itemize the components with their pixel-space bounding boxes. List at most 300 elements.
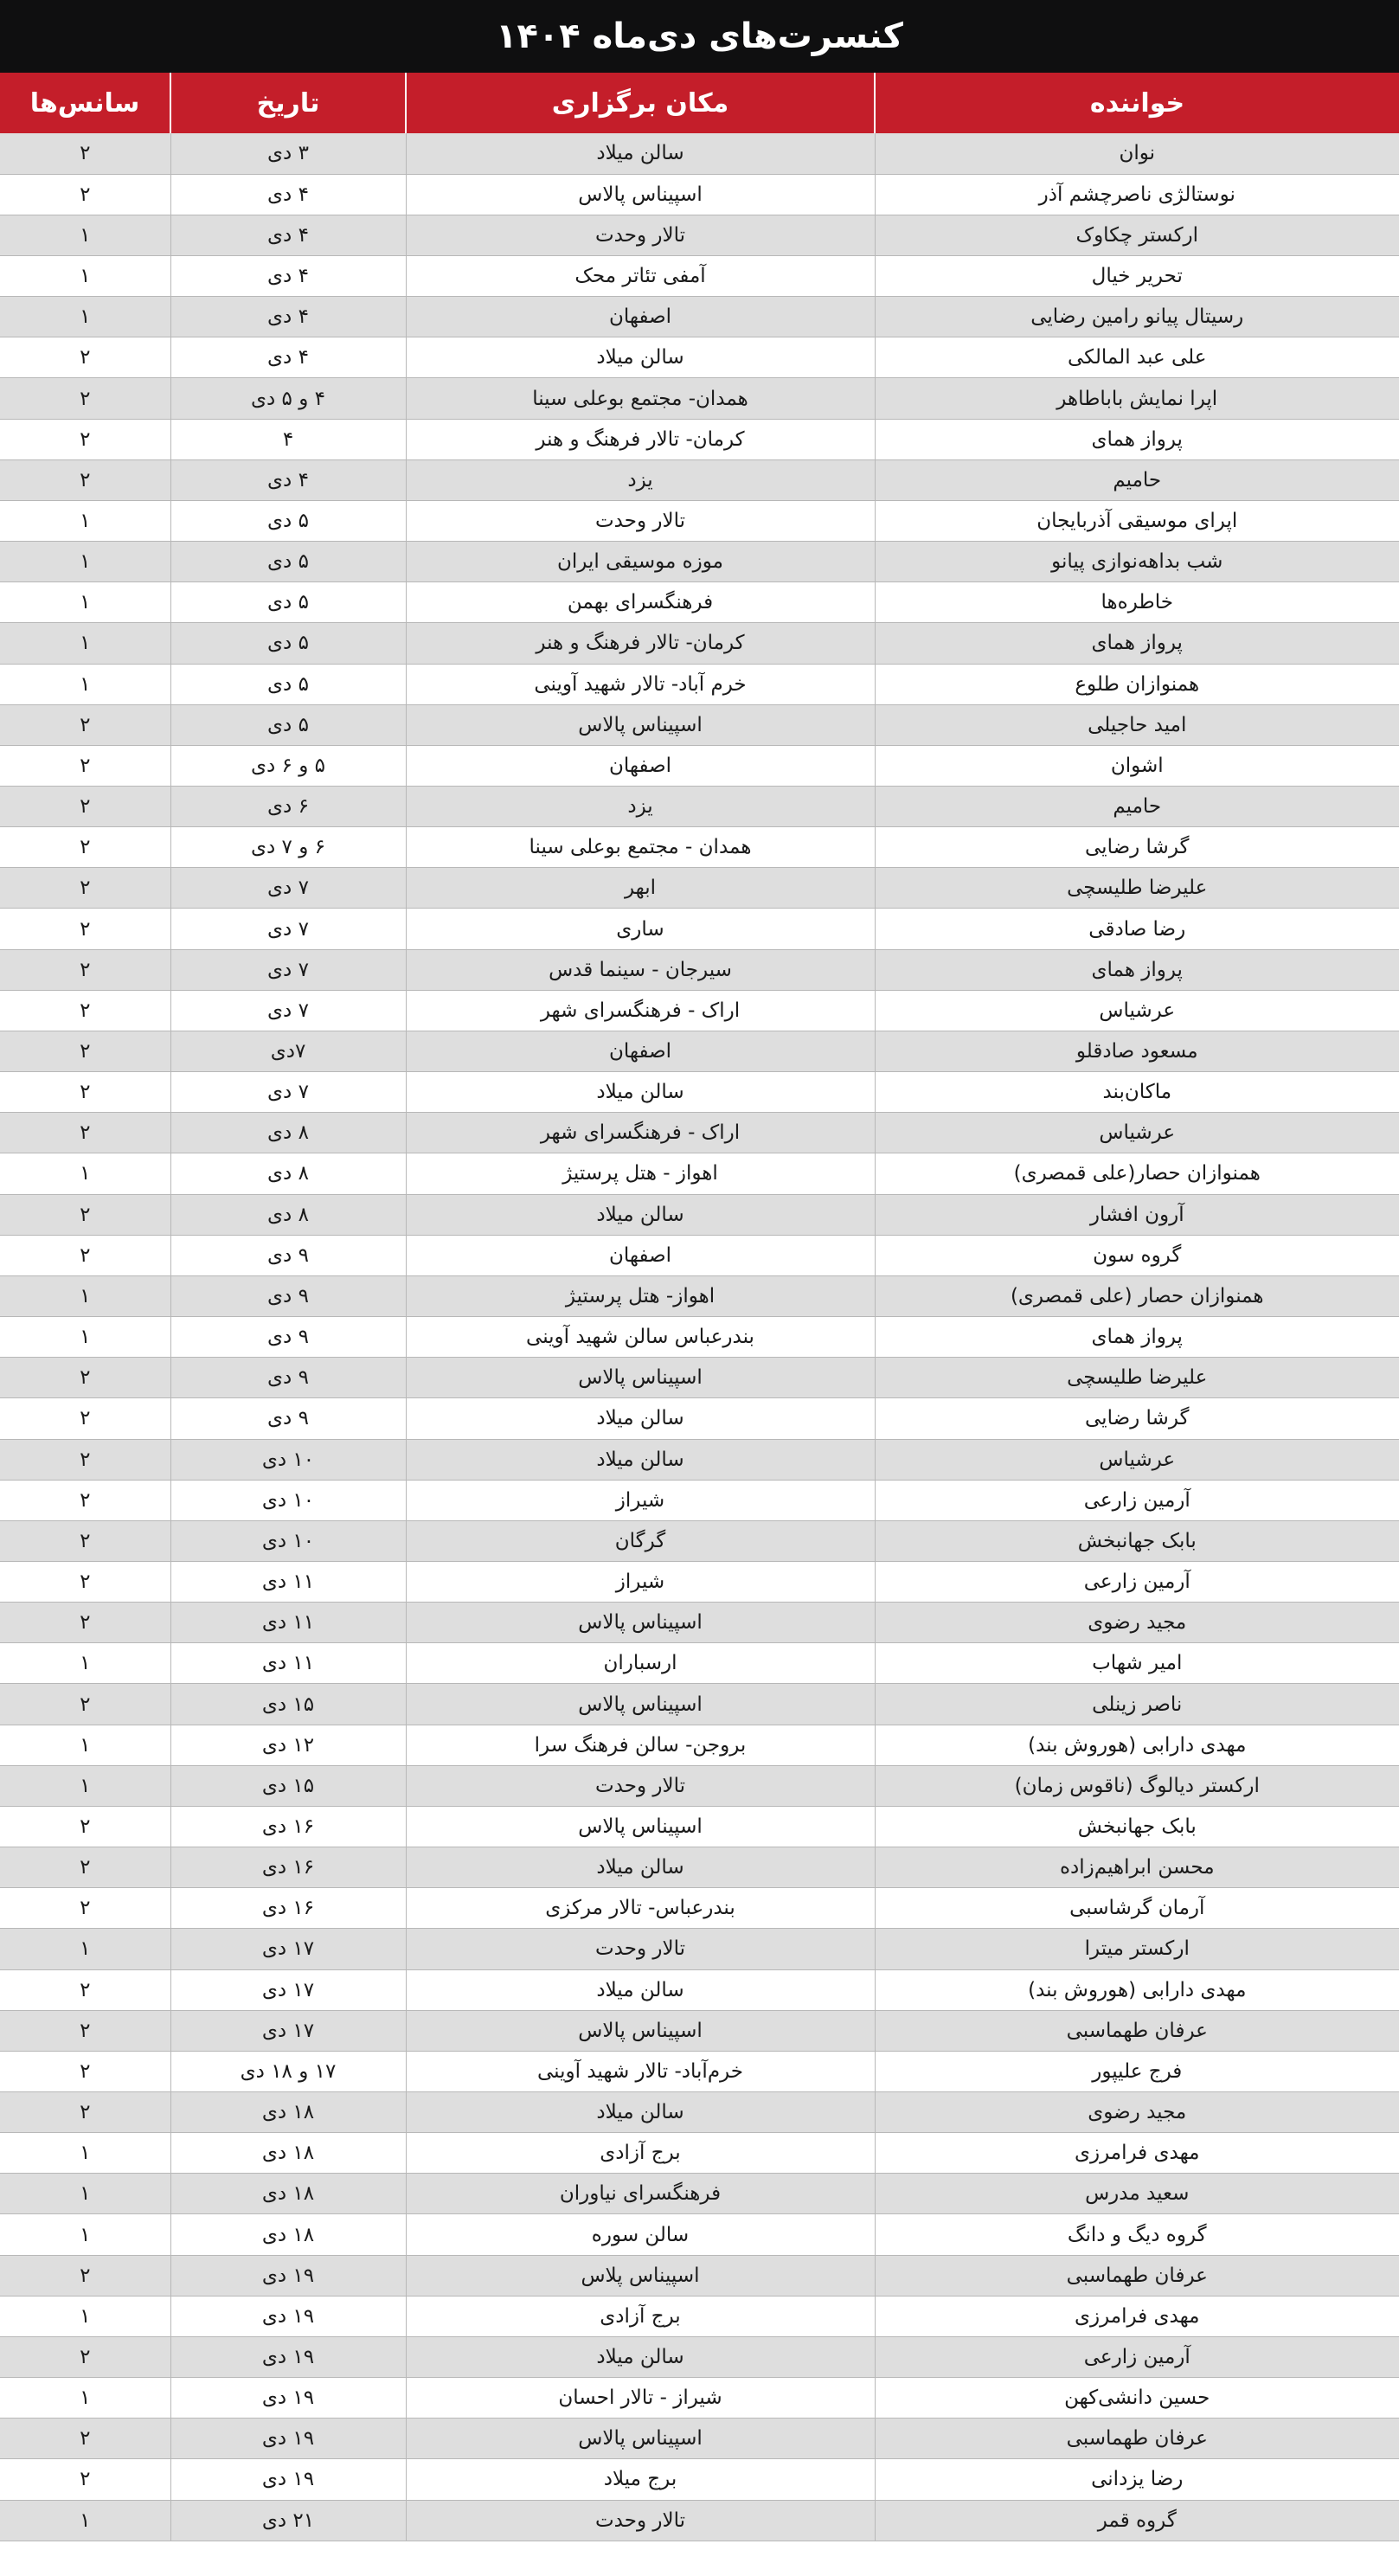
cell-sessions: ۲: [0, 2051, 170, 2091]
cell-date: ۴: [170, 419, 406, 459]
cell-date: ۱۹ دی: [170, 2296, 406, 2336]
cell-sessions: ۱: [0, 1275, 170, 1316]
cell-date: ۱۱ دی: [170, 1643, 406, 1684]
cell-artist: امید حاجیلی: [875, 704, 1399, 745]
cell-venue: اسپیناس پلاس: [406, 2255, 875, 2296]
cell-sessions: ۲: [0, 949, 170, 990]
table-row: [0, 1275, 1399, 1316]
table-row: [0, 1806, 1399, 1847]
cell-artist: سعید مدرس: [875, 2174, 1399, 2214]
table-row: [0, 1561, 1399, 1602]
table-row: [0, 1317, 1399, 1358]
table-row: [0, 1643, 1399, 1684]
concert-table: [0, 73, 1399, 2541]
cell-sessions: ۲: [0, 1603, 170, 1643]
table-row: [0, 2133, 1399, 2174]
cell-artist: امیر شهاب: [875, 1643, 1399, 1684]
cell-date: ۷ دی: [170, 949, 406, 990]
cell-artist: مجید رضوی: [875, 2092, 1399, 2133]
table-row: [0, 1603, 1399, 1643]
cell-sessions: ۲: [0, 1235, 170, 1275]
cell-sessions: ۱: [0, 1317, 170, 1358]
table-row: [0, 1113, 1399, 1153]
cell-artist: حامیم: [875, 787, 1399, 827]
cell-venue: سالن میلاد: [406, 337, 875, 378]
table-row: [0, 2010, 1399, 2051]
cell-artist: حامیم: [875, 459, 1399, 500]
table-row: [0, 1765, 1399, 1806]
cell-sessions: ۱: [0, 664, 170, 704]
cell-venue: تالار وحدت: [406, 500, 875, 541]
cell-venue: اسپیناس پالاس: [406, 1358, 875, 1398]
cell-date: ۹ دی: [170, 1275, 406, 1316]
cell-sessions: ۲: [0, 2092, 170, 2133]
cell-sessions: ۱: [0, 1643, 170, 1684]
cell-venue: سالن میلاد: [406, 1439, 875, 1480]
cell-sessions: ۲: [0, 1480, 170, 1520]
page-title: کنسرت‌های دی‌ماه ۱۴۰۴: [0, 0, 1399, 73]
cell-venue: ارسباران: [406, 1643, 875, 1684]
cell-sessions: ۲: [0, 1888, 170, 1929]
cell-artist: مهدی دارابی (هوروش بند): [875, 1969, 1399, 2010]
cell-venue: سالن میلاد: [406, 1398, 875, 1439]
cell-artist: آرمین زارعی: [875, 2336, 1399, 2377]
table-row: [0, 1847, 1399, 1888]
cell-date: ۱۶ دی: [170, 1847, 406, 1888]
table-header: [0, 73, 1399, 133]
cell-artist: خاطره‌ها: [875, 582, 1399, 623]
cell-sessions: ۲: [0, 787, 170, 827]
table-row: [0, 623, 1399, 664]
table-row: [0, 1520, 1399, 1561]
table-row: [0, 215, 1399, 255]
cell-venue: اصفهان: [406, 1235, 875, 1275]
cell-artist: رضا صادقی: [875, 909, 1399, 949]
cell-date: ۱۷ دی: [170, 2010, 406, 2051]
cell-sessions: ۲: [0, 459, 170, 500]
cell-venue: کرمان- تالار فرهنگ و هنر: [406, 623, 875, 664]
cell-sessions: ۲: [0, 1031, 170, 1071]
cell-venue: یزد: [406, 459, 875, 500]
cell-sessions: ۲: [0, 1072, 170, 1113]
cell-sessions: ۲: [0, 2010, 170, 2051]
cell-date: ۷ دی: [170, 990, 406, 1031]
cell-artist: شب بداهه‌نوازی پیانو: [875, 542, 1399, 582]
cell-date: ۱۶ دی: [170, 1806, 406, 1847]
cell-artist: علیرضا طلیسچی: [875, 868, 1399, 909]
cell-venue: اسپیناس پالاس: [406, 1603, 875, 1643]
header-date: تاریخ: [170, 73, 406, 133]
cell-date: ۴ دی: [170, 215, 406, 255]
cell-venue: سالن میلاد: [406, 1072, 875, 1113]
cell-date: ۱۱ دی: [170, 1561, 406, 1602]
cell-artist: اشوان: [875, 745, 1399, 786]
cell-artist: گروه قمر: [875, 2500, 1399, 2541]
table-row: [0, 1072, 1399, 1113]
cell-sessions: ۱: [0, 297, 170, 337]
table-row: [0, 1725, 1399, 1765]
cell-sessions: ۲: [0, 378, 170, 419]
cell-venue: شیراز - تالار احسان: [406, 2378, 875, 2419]
cell-sessions: ۱: [0, 1929, 170, 1969]
cell-artist: پرواز همای: [875, 419, 1399, 459]
cell-artist: پرواز همای: [875, 949, 1399, 990]
table-row: [0, 2336, 1399, 2377]
cell-venue: یزد: [406, 787, 875, 827]
cell-artist: ماکان‌بند: [875, 1072, 1399, 1113]
cell-sessions: ۲: [0, 174, 170, 215]
cell-venue: سالن میلاد: [406, 2092, 875, 2133]
table-row: [0, 2500, 1399, 2541]
cell-sessions: ۲: [0, 990, 170, 1031]
cell-artist: عرشیاس: [875, 1113, 1399, 1153]
cell-venue: سالن میلاد: [406, 1194, 875, 1235]
table-row: [0, 664, 1399, 704]
cell-venue: اصفهان: [406, 745, 875, 786]
cell-artist: مهدی دارابی (هوروش بند): [875, 1725, 1399, 1765]
cell-sessions: ۲: [0, 2459, 170, 2500]
cell-artist: آرمین زارعی: [875, 1561, 1399, 1602]
cell-date: ۱۷ و ۱۸ دی: [170, 2051, 406, 2091]
table-row: [0, 827, 1399, 868]
table-row: [0, 745, 1399, 786]
cell-date: ۷ دی: [170, 1072, 406, 1113]
cell-date: ۴ دی: [170, 255, 406, 296]
cell-venue: بندرعباس- تالار مرکزی: [406, 1888, 875, 1929]
cell-sessions: ۲: [0, 1561, 170, 1602]
cell-sessions: ۲: [0, 1806, 170, 1847]
table-body: [0, 133, 1399, 2541]
cell-artist: گروه دیگ و دانگ: [875, 2214, 1399, 2255]
cell-sessions: ۲: [0, 2419, 170, 2459]
cell-artist: رسیتال پیانو رامین رضایی: [875, 297, 1399, 337]
table-row: [0, 1888, 1399, 1929]
cell-venue: بروجن- سالن فرهنگ سرا: [406, 1725, 875, 1765]
cell-venue: برج آزادی: [406, 2296, 875, 2336]
header-artist: خواننده: [875, 73, 1399, 133]
cell-date: ۹ دی: [170, 1317, 406, 1358]
cell-sessions: ۱: [0, 2500, 170, 2541]
cell-venue: اصفهان: [406, 297, 875, 337]
cell-artist: مهدی فرامرزی: [875, 2296, 1399, 2336]
cell-artist: آرون افشار: [875, 1194, 1399, 1235]
cell-sessions: ۲: [0, 745, 170, 786]
cell-sessions: ۱: [0, 2174, 170, 2214]
cell-date: ۱۵ دی: [170, 1765, 406, 1806]
cell-artist: علی عبد المالکی: [875, 337, 1399, 378]
cell-artist: مسعود صادقلو: [875, 1031, 1399, 1071]
cell-venue: اسپیناس پالاس: [406, 2419, 875, 2459]
cell-artist: عرشیاس: [875, 990, 1399, 1031]
table-row: [0, 2419, 1399, 2459]
cell-artist: عرفان طهماسبی: [875, 2010, 1399, 2051]
cell-date: ۱۸ دی: [170, 2133, 406, 2174]
cell-venue: اسپیناس پالاس: [406, 2010, 875, 2051]
cell-venue: تالار وحدت: [406, 1765, 875, 1806]
cell-venue: سالن میلاد: [406, 1847, 875, 1888]
cell-date: ۴ دی: [170, 459, 406, 500]
table-row: [0, 542, 1399, 582]
cell-sessions: ۲: [0, 1969, 170, 2010]
cell-venue: گرگان: [406, 1520, 875, 1561]
cell-date: ۱۰ دی: [170, 1439, 406, 1480]
header-venue: مکان برگزاری: [406, 73, 875, 133]
table-row: [0, 868, 1399, 909]
cell-artist: نوستالژی ناصرچشم آذر: [875, 174, 1399, 215]
table-row: [0, 990, 1399, 1031]
table-row: [0, 2092, 1399, 2133]
cell-artist: پرواز همای: [875, 1317, 1399, 1358]
cell-sessions: ۲: [0, 1398, 170, 1439]
table-row: [0, 133, 1399, 174]
table-row: [0, 419, 1399, 459]
cell-sessions: ۲: [0, 1358, 170, 1398]
cell-venue: فرهنگسرای بهمن: [406, 582, 875, 623]
cell-sessions: ۱: [0, 623, 170, 664]
cell-venue: بندرعباس سالن شهید آوینی: [406, 1317, 875, 1358]
cell-artist: آرمان گرشاسبی: [875, 1888, 1399, 1929]
cell-artist: آرمین زارعی: [875, 1480, 1399, 1520]
cell-venue: تالار وحدت: [406, 2500, 875, 2541]
cell-artist: محسن ابراهیم‌زاده: [875, 1847, 1399, 1888]
cell-venue: اراک - فرهنگسرای شهر: [406, 990, 875, 1031]
cell-artist: علیرضا طلیسچی: [875, 1358, 1399, 1398]
table-row: [0, 1358, 1399, 1398]
cell-artist: عرفان طهماسبی: [875, 2255, 1399, 2296]
cell-sessions: ۲: [0, 419, 170, 459]
cell-sessions: ۱: [0, 255, 170, 296]
table-row: [0, 1194, 1399, 1235]
cell-venue: خرم آباد- تالار شهید آوینی: [406, 664, 875, 704]
cell-sessions: ۲: [0, 133, 170, 174]
cell-sessions: ۲: [0, 868, 170, 909]
cell-artist: همنوازان حصار(علی قمصری): [875, 1153, 1399, 1194]
cell-sessions: ۱: [0, 1765, 170, 1806]
cell-artist: ناصر زینلی: [875, 1684, 1399, 1725]
cell-venue: سالن میلاد: [406, 2336, 875, 2377]
cell-date: ۱۹ دی: [170, 2336, 406, 2377]
cell-venue: اسپیناس پالاس: [406, 174, 875, 215]
cell-date: ۴ دی: [170, 337, 406, 378]
table-row: [0, 297, 1399, 337]
cell-artist: ارکستر دیالوگ (ناقوس زمان): [875, 1765, 1399, 1806]
cell-artist: اپرای موسیقی آذربایجان: [875, 500, 1399, 541]
cell-venue: آمفی تئاتر محک: [406, 255, 875, 296]
table-row: [0, 255, 1399, 296]
cell-sessions: ۲: [0, 1847, 170, 1888]
cell-venue: خرم‌آباد- تالار شهید آوینی: [406, 2051, 875, 2091]
cell-artist: مهدی فرامرزی: [875, 2133, 1399, 2174]
cell-date: ۵ دی: [170, 542, 406, 582]
cell-artist: عرفان طهماسبی: [875, 2419, 1399, 2459]
cell-venue: کرمان- تالار فرهنگ و هنر: [406, 419, 875, 459]
table-row: [0, 949, 1399, 990]
header-sessions: سانس‌ها: [0, 73, 170, 133]
cell-date: ۹ دی: [170, 1358, 406, 1398]
table-row: [0, 2255, 1399, 2296]
table-row: [0, 1684, 1399, 1725]
cell-date: ۸ دی: [170, 1113, 406, 1153]
cell-sessions: ۲: [0, 1194, 170, 1235]
cell-sessions: ۱: [0, 2133, 170, 2174]
cell-artist: ارکستر چکاوک: [875, 215, 1399, 255]
cell-date: ۵ دی: [170, 500, 406, 541]
table-row: [0, 2214, 1399, 2255]
table-row: [0, 582, 1399, 623]
cell-date: ۸ دی: [170, 1153, 406, 1194]
cell-venue: تالار وحدت: [406, 215, 875, 255]
table-row: [0, 1235, 1399, 1275]
cell-date: ۱۹ دی: [170, 2459, 406, 2500]
cell-date: ۱۰ دی: [170, 1480, 406, 1520]
cell-venue: سالن سوره: [406, 2214, 875, 2255]
cell-sessions: ۲: [0, 827, 170, 868]
cell-venue: سالن میلاد: [406, 133, 875, 174]
cell-artist: همنوازان طلوع: [875, 664, 1399, 704]
table-row: [0, 1153, 1399, 1194]
table-row: [0, 1969, 1399, 2010]
cell-date: ۵ دی: [170, 704, 406, 745]
cell-date: ۱۸ دی: [170, 2174, 406, 2214]
cell-venue: سیرجان - سینما قدس: [406, 949, 875, 990]
cell-sessions: ۱: [0, 1153, 170, 1194]
cell-sessions: ۲: [0, 1439, 170, 1480]
table-row: [0, 2051, 1399, 2091]
cell-sessions: ۱: [0, 2214, 170, 2255]
table-row: [0, 1929, 1399, 1969]
cell-venue: شیراز: [406, 1561, 875, 1602]
cell-sessions: ۲: [0, 337, 170, 378]
cell-artist: نوان: [875, 133, 1399, 174]
cell-venue: فرهنگسرای نیاوران: [406, 2174, 875, 2214]
cell-sessions: ۲: [0, 1520, 170, 1561]
cell-sessions: ۱: [0, 215, 170, 255]
cell-sessions: ۲: [0, 2336, 170, 2377]
cell-date: ۱۹ دی: [170, 2255, 406, 2296]
cell-date: ۱۸ دی: [170, 2214, 406, 2255]
table-row: [0, 1480, 1399, 1520]
table-row: [0, 2296, 1399, 2336]
cell-date: ۱۷ دی: [170, 1929, 406, 1969]
table-row: [0, 1439, 1399, 1480]
cell-sessions: ۱: [0, 542, 170, 582]
table-row: [0, 2459, 1399, 2500]
cell-artist: بابک جهانبخش: [875, 1520, 1399, 1561]
cell-venue: همدان- مجتمع بوعلی سینا: [406, 378, 875, 419]
cell-venue: شیراز: [406, 1480, 875, 1520]
cell-sessions: ۲: [0, 704, 170, 745]
table-row: [0, 500, 1399, 541]
cell-date: ۵ دی: [170, 664, 406, 704]
table-row: [0, 704, 1399, 745]
cell-date: ۱۹ دی: [170, 2419, 406, 2459]
cell-venue: موزه موسیقی ایران: [406, 542, 875, 582]
cell-venue: اسپیناس پالاس: [406, 1806, 875, 1847]
cell-date: ۹ دی: [170, 1398, 406, 1439]
cell-artist: عرشیاس: [875, 1439, 1399, 1480]
cell-sessions: ۱: [0, 582, 170, 623]
cell-date: ۴ دی: [170, 174, 406, 215]
cell-venue: اصفهان: [406, 1031, 875, 1071]
cell-venue: اسپیناس پالاس: [406, 1684, 875, 1725]
cell-artist: اپرا نمایش باباطاهر: [875, 378, 1399, 419]
table-row: [0, 2378, 1399, 2419]
cell-venue: برج آزادی: [406, 2133, 875, 2174]
table-row: [0, 337, 1399, 378]
cell-date: ۵ دی: [170, 623, 406, 664]
cell-date: ۱۲ دی: [170, 1725, 406, 1765]
cell-date: ۱۵ دی: [170, 1684, 406, 1725]
cell-date: ۳ دی: [170, 133, 406, 174]
cell-artist: گرشا رضایی: [875, 1398, 1399, 1439]
table-row: [0, 459, 1399, 500]
cell-venue: اراک - فرهنگسرای شهر: [406, 1113, 875, 1153]
cell-date: ۵ و ۶ دی: [170, 745, 406, 786]
cell-artist: گروه سون: [875, 1235, 1399, 1275]
table-row: [0, 174, 1399, 215]
cell-date: ۶ دی: [170, 787, 406, 827]
cell-venue: سالن میلاد: [406, 1969, 875, 2010]
cell-artist: پرواز همای: [875, 623, 1399, 664]
cell-venue: همدان - مجتمع بوعلی سینا: [406, 827, 875, 868]
cell-date: ۱۷ دی: [170, 1969, 406, 2010]
cell-artist: حسین دانشی‌کهن: [875, 2378, 1399, 2419]
cell-venue: اسپیناس پالاس: [406, 704, 875, 745]
cell-sessions: ۲: [0, 2255, 170, 2296]
cell-sessions: ۲: [0, 909, 170, 949]
cell-artist: تحریر خیال: [875, 255, 1399, 296]
cell-venue: برج میلاد: [406, 2459, 875, 2500]
cell-artist: بابک جهانبخش: [875, 1806, 1399, 1847]
cell-date: ۱۱ دی: [170, 1603, 406, 1643]
cell-venue: اهواز - هتل پرستیژ: [406, 1153, 875, 1194]
table-row: [0, 378, 1399, 419]
cell-sessions: ۱: [0, 1725, 170, 1765]
table-row: [0, 787, 1399, 827]
cell-date: ۲۱ دی: [170, 2500, 406, 2541]
cell-artist: مجید رضوی: [875, 1603, 1399, 1643]
cell-date: ۷ دی: [170, 868, 406, 909]
cell-sessions: ۲: [0, 1113, 170, 1153]
cell-artist: رضا یزدانی: [875, 2459, 1399, 2500]
cell-sessions: ۱: [0, 500, 170, 541]
cell-date: ۱۸ دی: [170, 2092, 406, 2133]
cell-date: ۵ دی: [170, 582, 406, 623]
cell-date: ۷دی: [170, 1031, 406, 1071]
cell-venue: تالار وحدت: [406, 1929, 875, 1969]
cell-venue: ابهر: [406, 868, 875, 909]
cell-artist: فرج علیپور: [875, 2051, 1399, 2091]
cell-date: ۴ و ۵ دی: [170, 378, 406, 419]
cell-date: ۶ و ۷ دی: [170, 827, 406, 868]
cell-sessions: ۱: [0, 2296, 170, 2336]
header-row: [0, 73, 1399, 133]
cell-date: ۱۰ دی: [170, 1520, 406, 1561]
cell-sessions: ۱: [0, 2378, 170, 2419]
table-row: [0, 909, 1399, 949]
cell-date: ۱۹ دی: [170, 2378, 406, 2419]
cell-artist: همنوازان حصار (علی قمصری): [875, 1275, 1399, 1316]
table-row: [0, 2174, 1399, 2214]
cell-sessions: ۲: [0, 1684, 170, 1725]
cell-venue: اهواز- هتل پرستیژ: [406, 1275, 875, 1316]
table-row: [0, 1398, 1399, 1439]
table-row: [0, 1031, 1399, 1071]
cell-date: ۷ دی: [170, 909, 406, 949]
cell-date: ۹ دی: [170, 1235, 406, 1275]
cell-date: ۴ دی: [170, 297, 406, 337]
cell-venue: ساری: [406, 909, 875, 949]
